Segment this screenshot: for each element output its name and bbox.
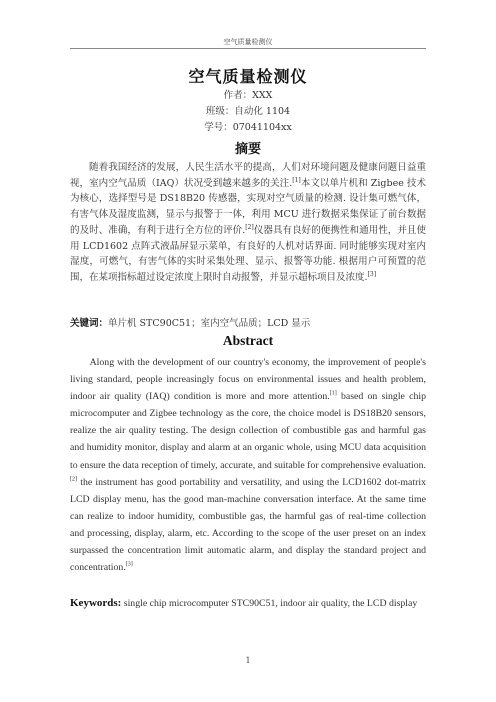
page-number: 1 <box>245 656 251 665</box>
abstract-en-heading: Abstract <box>222 333 274 348</box>
citation-2: [2] <box>245 223 254 231</box>
citation-1: [1] <box>292 176 301 184</box>
abstract-cn-part-2: 本文以单片机和 Zigbee 技术为核心，选择型号是 DS18B20 传感器，实现对空气质量的检测. 设计集可燃气体，有害气体及湿度监测，显示与报警于一体，利用 MCU 进行数据采集保证了前台数据的及时、准确，有利于进行全方位的评价. <box>70 177 426 236</box>
abstract-cn-body <box>70 160 426 286</box>
class-line: 班级：自动化 1104 <box>205 106 291 117</box>
keywords-en <box>70 595 426 612</box>
citation-en-3: [3] <box>125 561 133 568</box>
citation-en-1: [1] <box>329 390 337 397</box>
keywords-en-text: single chip microcomputer STC90C51, indoor air quality, the LCD display <box>121 598 418 609</box>
keywords-cn-label: 关键词： <box>70 318 109 329</box>
student-id-line: 学号：07041104xx <box>204 122 292 133</box>
abstract-en-part-3: the instrument has good portability and versatility, and using the LCD1602 dot-matrix LCD display menu, has the good man-machine conversation interface. At the same time can realize to indoor humidity, combustible gas, the harmful gas of real-time collection and processing, display, alarm, etc. According to the scope of the user preset on an index surpassed the concentration limit automatic alarm, and display the standard project and concentration. <box>70 476 426 574</box>
abstract-en-part-2: based on single chip microcomputer and Zigbee technology as the core, the choice model is DS18B20 sensors, realize the air quality testing. The design collection of combustible gas and harmful gas and humidity monitor, display and alarm at an organic whole, using MCU data acquisition to ensure the data reception of timely, accurate, and suitable for comprehensive evaluation. <box>70 391 426 471</box>
author-line: 作者：XXX <box>223 90 273 101</box>
header-divider <box>70 48 426 49</box>
citation-en-2: [2] <box>70 476 77 483</box>
abstract-cn-part-3: 仪器具有良好的便携性和通用性，并且使用 LCD1602 点阵式液晶屏显示菜单，有良好的人机对话界面. 同时能够实现对室内湿度，可燃气，有害气体的实时采集处理、显示、报警等功能. 根据用户可预置的范围，在某项指标超过设定浓度上限时自动报警，并显示超标项目及浓度. <box>70 224 426 283</box>
paper-title: 空气质量检测仪 <box>188 67 308 86</box>
abstract-cn-part-1: 随着我国经济的发展，人民生活水平的提高，人们对环境问题及健康问题日益重视，室内空气品质（IAQ）状况受到越来越多的关注. <box>70 162 426 189</box>
abstract-en-part-1: Along with the development of our country's economy, the improvement of people's living standard, people increasingly focus on environmental issues and health problem, indoor air quality (IAQ) condition is more and more attention. <box>70 357 426 403</box>
keywords-cn <box>70 315 426 329</box>
abstract-en-body <box>70 354 426 576</box>
keywords-en-label: Keywords: <box>70 597 122 609</box>
abstract-cn-heading: 摘要 <box>234 142 261 157</box>
running-header: 空气质量检测仪 <box>223 38 273 46</box>
citation-3: [3] <box>367 270 377 278</box>
keywords-cn-text: 单片机 STC90C51；室内空气品质；LCD 显示 <box>108 318 311 329</box>
